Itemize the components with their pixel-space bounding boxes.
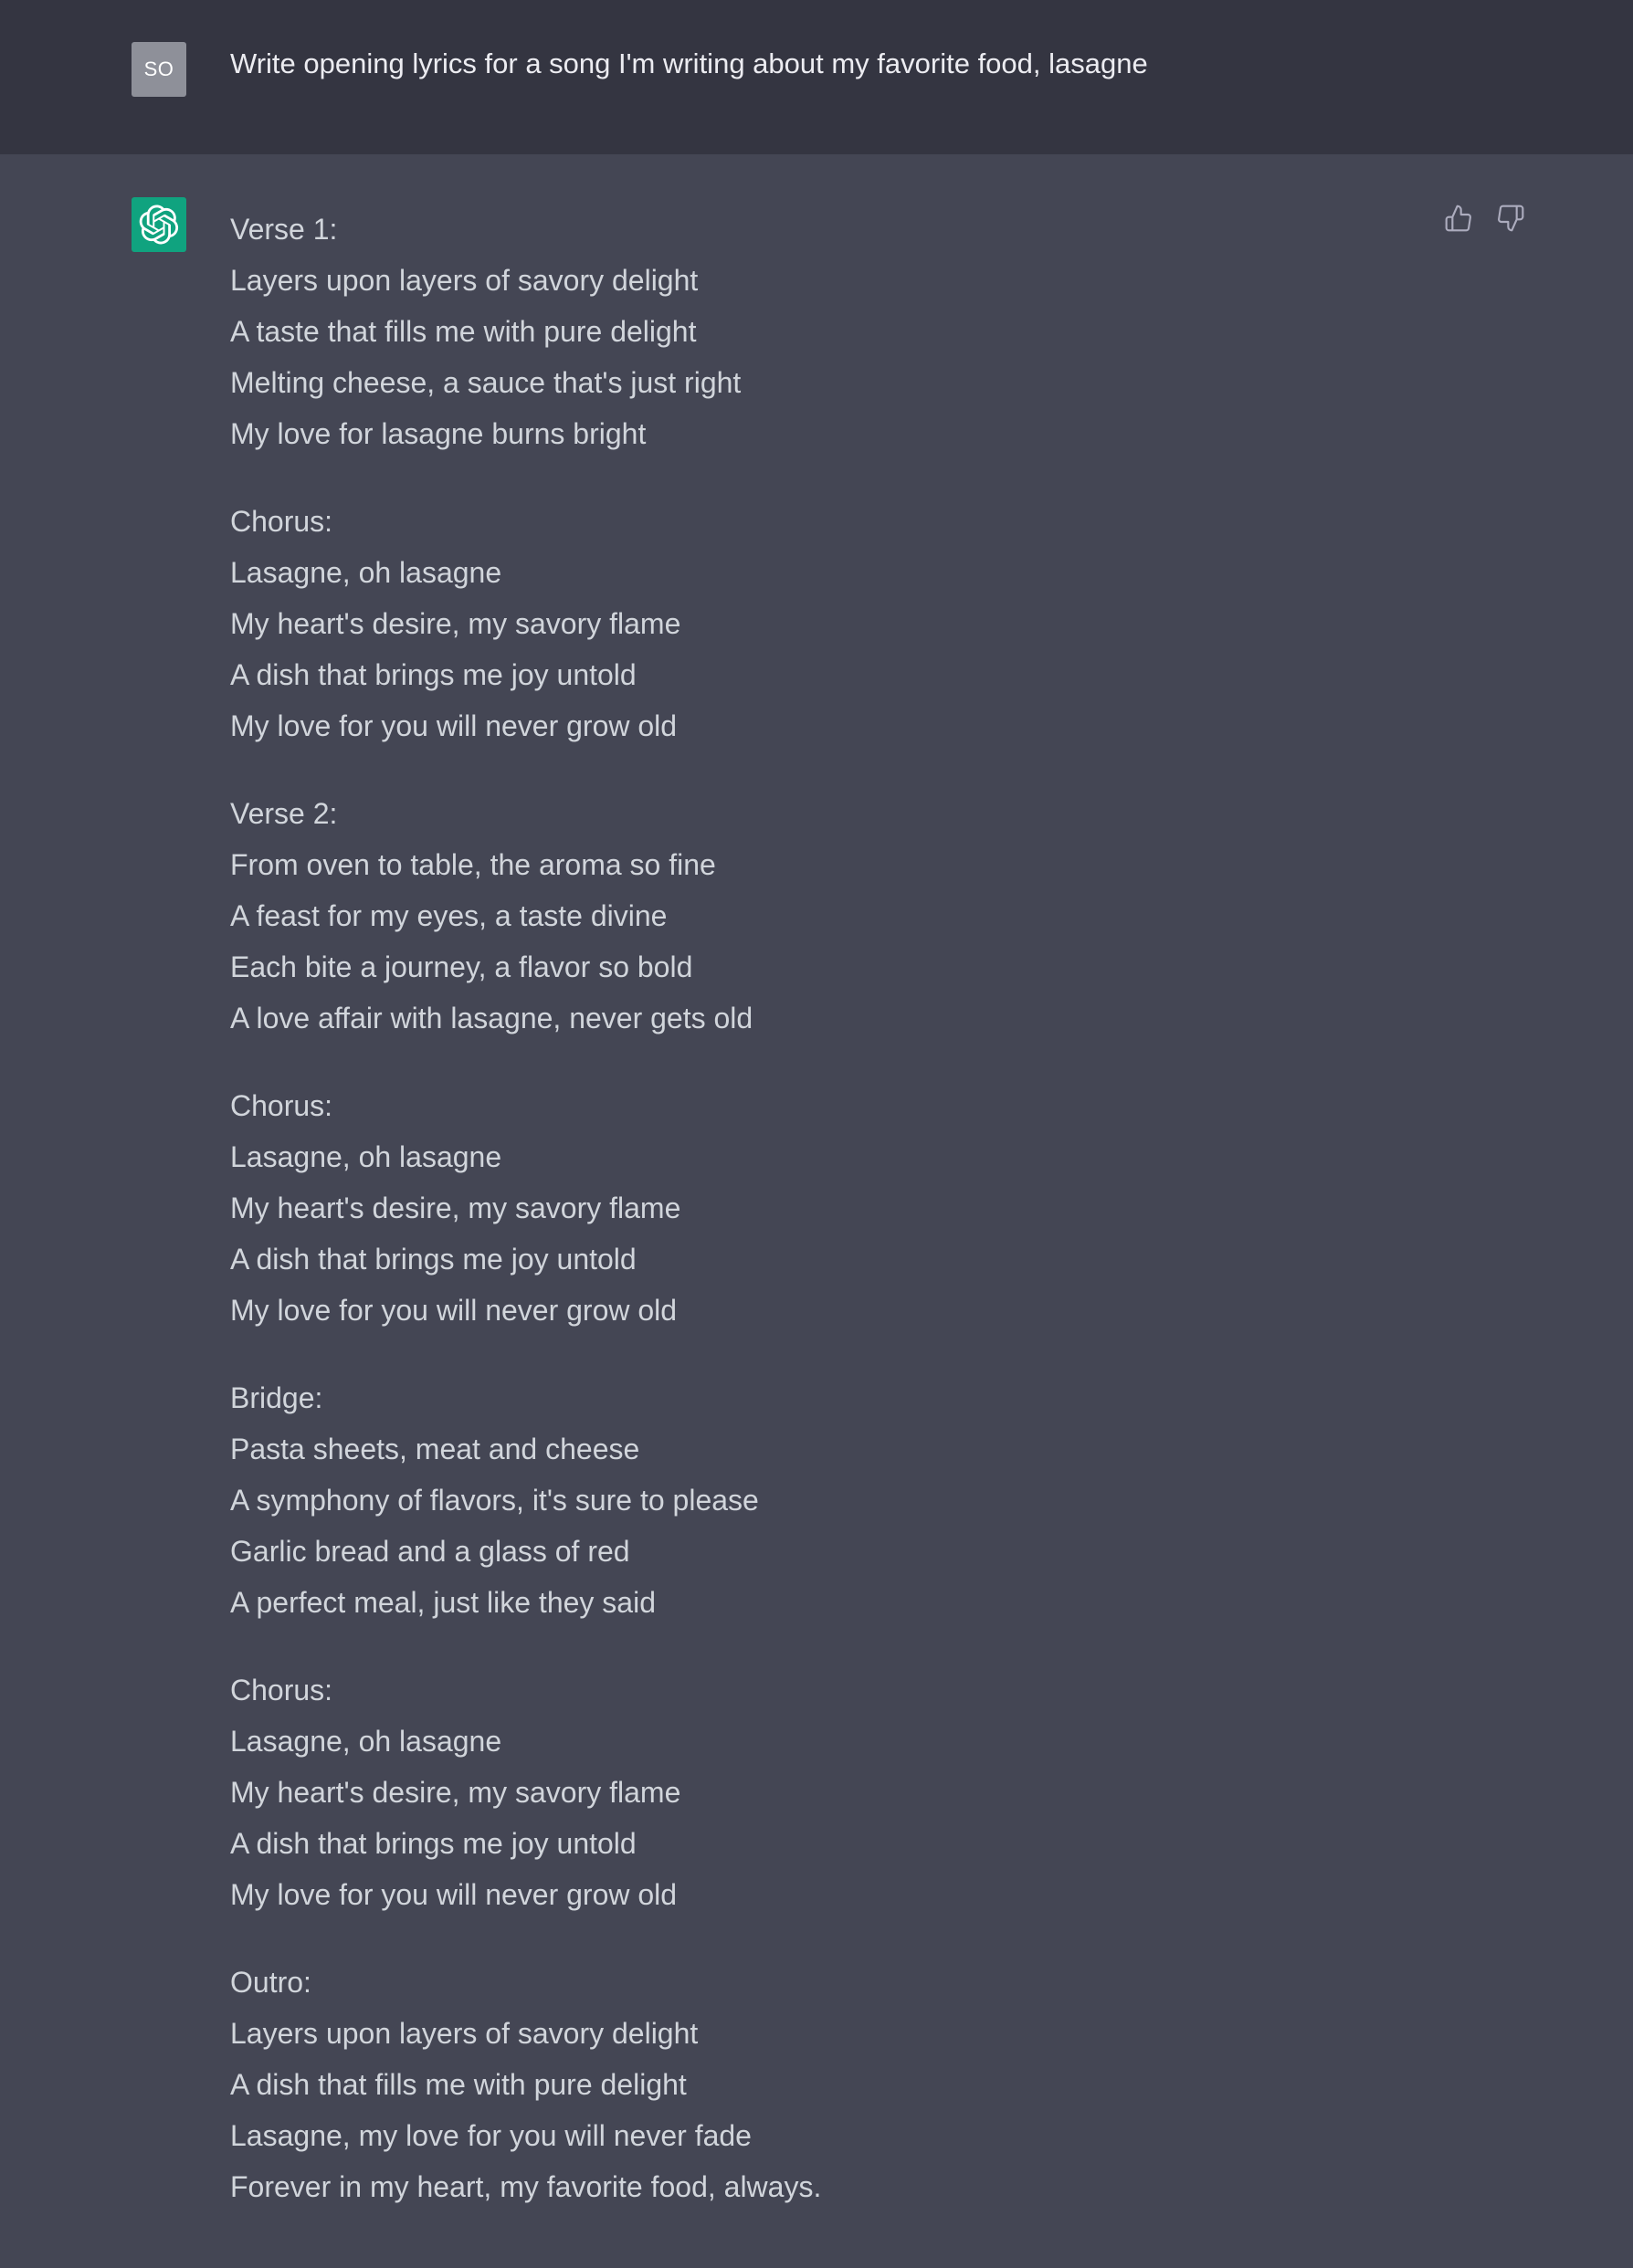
assistant-message-row (0, 154, 1633, 2268)
lyric-line: A symphony of flavors, it's sure to please (230, 1484, 759, 1517)
lyric-line: My love for you will never grow old (230, 709, 678, 742)
lyric-line: My heart's desire, my savory flame (230, 607, 681, 640)
lyric-line: My love for you will never grow old (230, 1878, 678, 1911)
assistant-message-text (230, 204, 1399, 2249)
thumbs-up-icon (1444, 204, 1473, 233)
lyrics-stanza (230, 1372, 1399, 1628)
lyric-line: Forever in my heart, my favorite food, always. (230, 2170, 822, 2203)
lyric-line: My love for lasagne burns bright (230, 417, 647, 450)
lyric-line: A dish that brings me joy untold (230, 658, 637, 691)
user-message-row (0, 0, 1633, 154)
stanza-heading: Chorus: (230, 505, 333, 538)
lyric-line: My heart's desire, my savory flame (230, 1776, 681, 1809)
lyric-line: Layers upon layers of savory delight (230, 264, 699, 297)
lyrics-stanza (230, 1080, 1399, 1336)
lyric-line: A perfect meal, just like they said (230, 1586, 656, 1619)
lyric-line: A feast for my eyes, a taste divine (230, 899, 668, 932)
user-message-text: Write opening lyrics for a song I'm writing about my favorite food, lasagne (230, 47, 1148, 79)
stanza-heading: Verse 2: (230, 797, 338, 830)
thumbs-down-button[interactable] (1494, 202, 1527, 235)
user-avatar (132, 42, 186, 97)
stanza-heading: Verse 1: (230, 213, 338, 246)
lyric-line: A taste that fills me with pure delight (230, 315, 697, 348)
lyric-line: A dish that brings me joy untold (230, 1243, 637, 1276)
lyric-line: Lasagne, my love for you will never fade (230, 2119, 752, 2152)
lyric-line: Pasta sheets, meat and cheese (230, 1433, 640, 1465)
lyrics-stanza (230, 1957, 1399, 2212)
lyric-line: Layers upon layers of savory delight (230, 2017, 699, 2050)
stanza-heading: Outro: (230, 1966, 311, 1999)
thumbs-up-button[interactable] (1442, 202, 1475, 235)
user-avatar-initials: SO (143, 58, 174, 80)
lyric-line: Lasagne, oh lasagne (230, 1140, 502, 1173)
stanza-heading: Chorus: (230, 1674, 333, 1706)
lyric-line: From oven to table, the aroma so fine (230, 848, 716, 881)
lyric-line: Lasagne, oh lasagne (230, 556, 502, 589)
thumbs-down-icon (1496, 204, 1525, 233)
lyric-line: My love for you will never grow old (230, 1294, 678, 1327)
lyric-line: A dish that fills me with pure delight (230, 2068, 687, 2101)
lyric-line: Each bite a journey, a flavor so bold (230, 950, 693, 983)
lyrics-stanza (230, 496, 1399, 751)
stanza-heading: Bridge: (230, 1381, 323, 1414)
stanza-heading: Chorus: (230, 1089, 333, 1122)
lyric-line: My heart's desire, my savory flame (230, 1192, 681, 1224)
assistant-avatar (132, 197, 186, 252)
lyric-line: Melting cheese, a sauce that's just right (230, 366, 742, 399)
lyric-line: Lasagne, oh lasagne (230, 1725, 502, 1758)
lyric-line: A dish that brings me joy untold (230, 1827, 637, 1860)
openai-logo-icon (139, 205, 179, 245)
lyric-line: Garlic bread and a glass of red (230, 1535, 630, 1568)
lyrics-stanza (230, 1664, 1399, 1920)
lyrics-stanza (230, 788, 1399, 1044)
lyric-line: A love affair with lasagne, never gets old (230, 1002, 753, 1034)
lyrics-stanza (230, 204, 1399, 459)
